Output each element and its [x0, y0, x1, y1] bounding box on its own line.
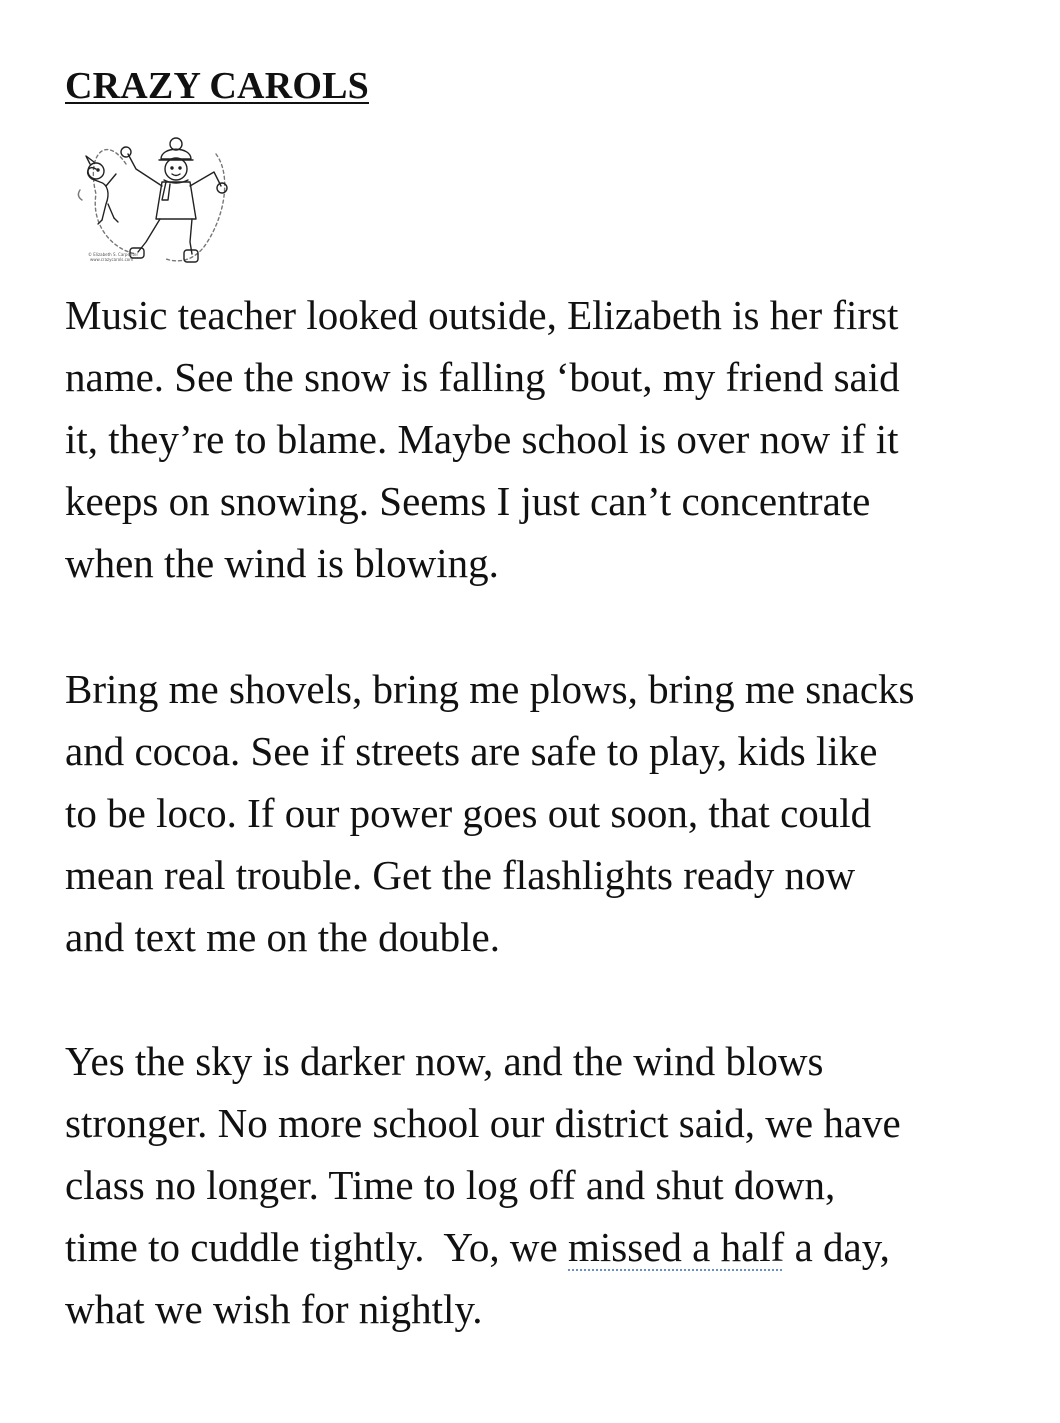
stanza-line: class no longer. Time to log off and shut down,: [65, 1162, 836, 1208]
stanza-line: keeps on snowing. Seems I just can’t concentrate: [65, 478, 871, 524]
stanza-line: to be loco. If our power goes out soon, that could: [65, 790, 872, 836]
stanza-line: name. See the snow is falling ‘bout, my friend said: [65, 354, 900, 400]
snow-angel-clipart-icon: [66, 124, 230, 270]
stanza-1: [65, 284, 1015, 594]
stanza-line: and cocoa. See if streets are safe to play, kids like: [65, 728, 878, 774]
stanza-line: Yes the sky is darker now, and the wind blows: [65, 1038, 824, 1084]
stanza-line-with-mark: [65, 1216, 1015, 1278]
grammar-suggestion-mark[interactable]: missed a half: [568, 1224, 785, 1270]
stanza-line: Music teacher looked outside, Elizabeth is her first: [65, 292, 899, 338]
stanza-2: [65, 658, 1015, 968]
stanza-line: it, they’re to blame. Maybe school is over now if it: [65, 416, 899, 462]
stanza-3: [65, 1030, 1015, 1340]
stanza-line: mean real trouble. Get the flashlights ready now: [65, 852, 856, 898]
clipart-caption-1: © Elizabeth S. Carpenter: [88, 252, 139, 257]
stanza-line-start: time to cuddle tightly. Yo, we: [65, 1224, 568, 1270]
stanza-line: and text me on the double.: [65, 914, 500, 960]
stanza-line: Bring me shovels, bring me plows, bring me snacks: [65, 666, 915, 712]
document-title: CRAZY CAROLS: [65, 65, 369, 107]
clipart-caption-2: www.crazycarols.com: [90, 257, 134, 262]
stanza-line: what we wish for nightly.: [65, 1286, 483, 1332]
stanza-line: stronger. No more school our district said, we have: [65, 1100, 901, 1146]
stanza-line-end: a day,: [784, 1224, 890, 1270]
stanza-line: when the wind is blowing.: [65, 540, 499, 586]
